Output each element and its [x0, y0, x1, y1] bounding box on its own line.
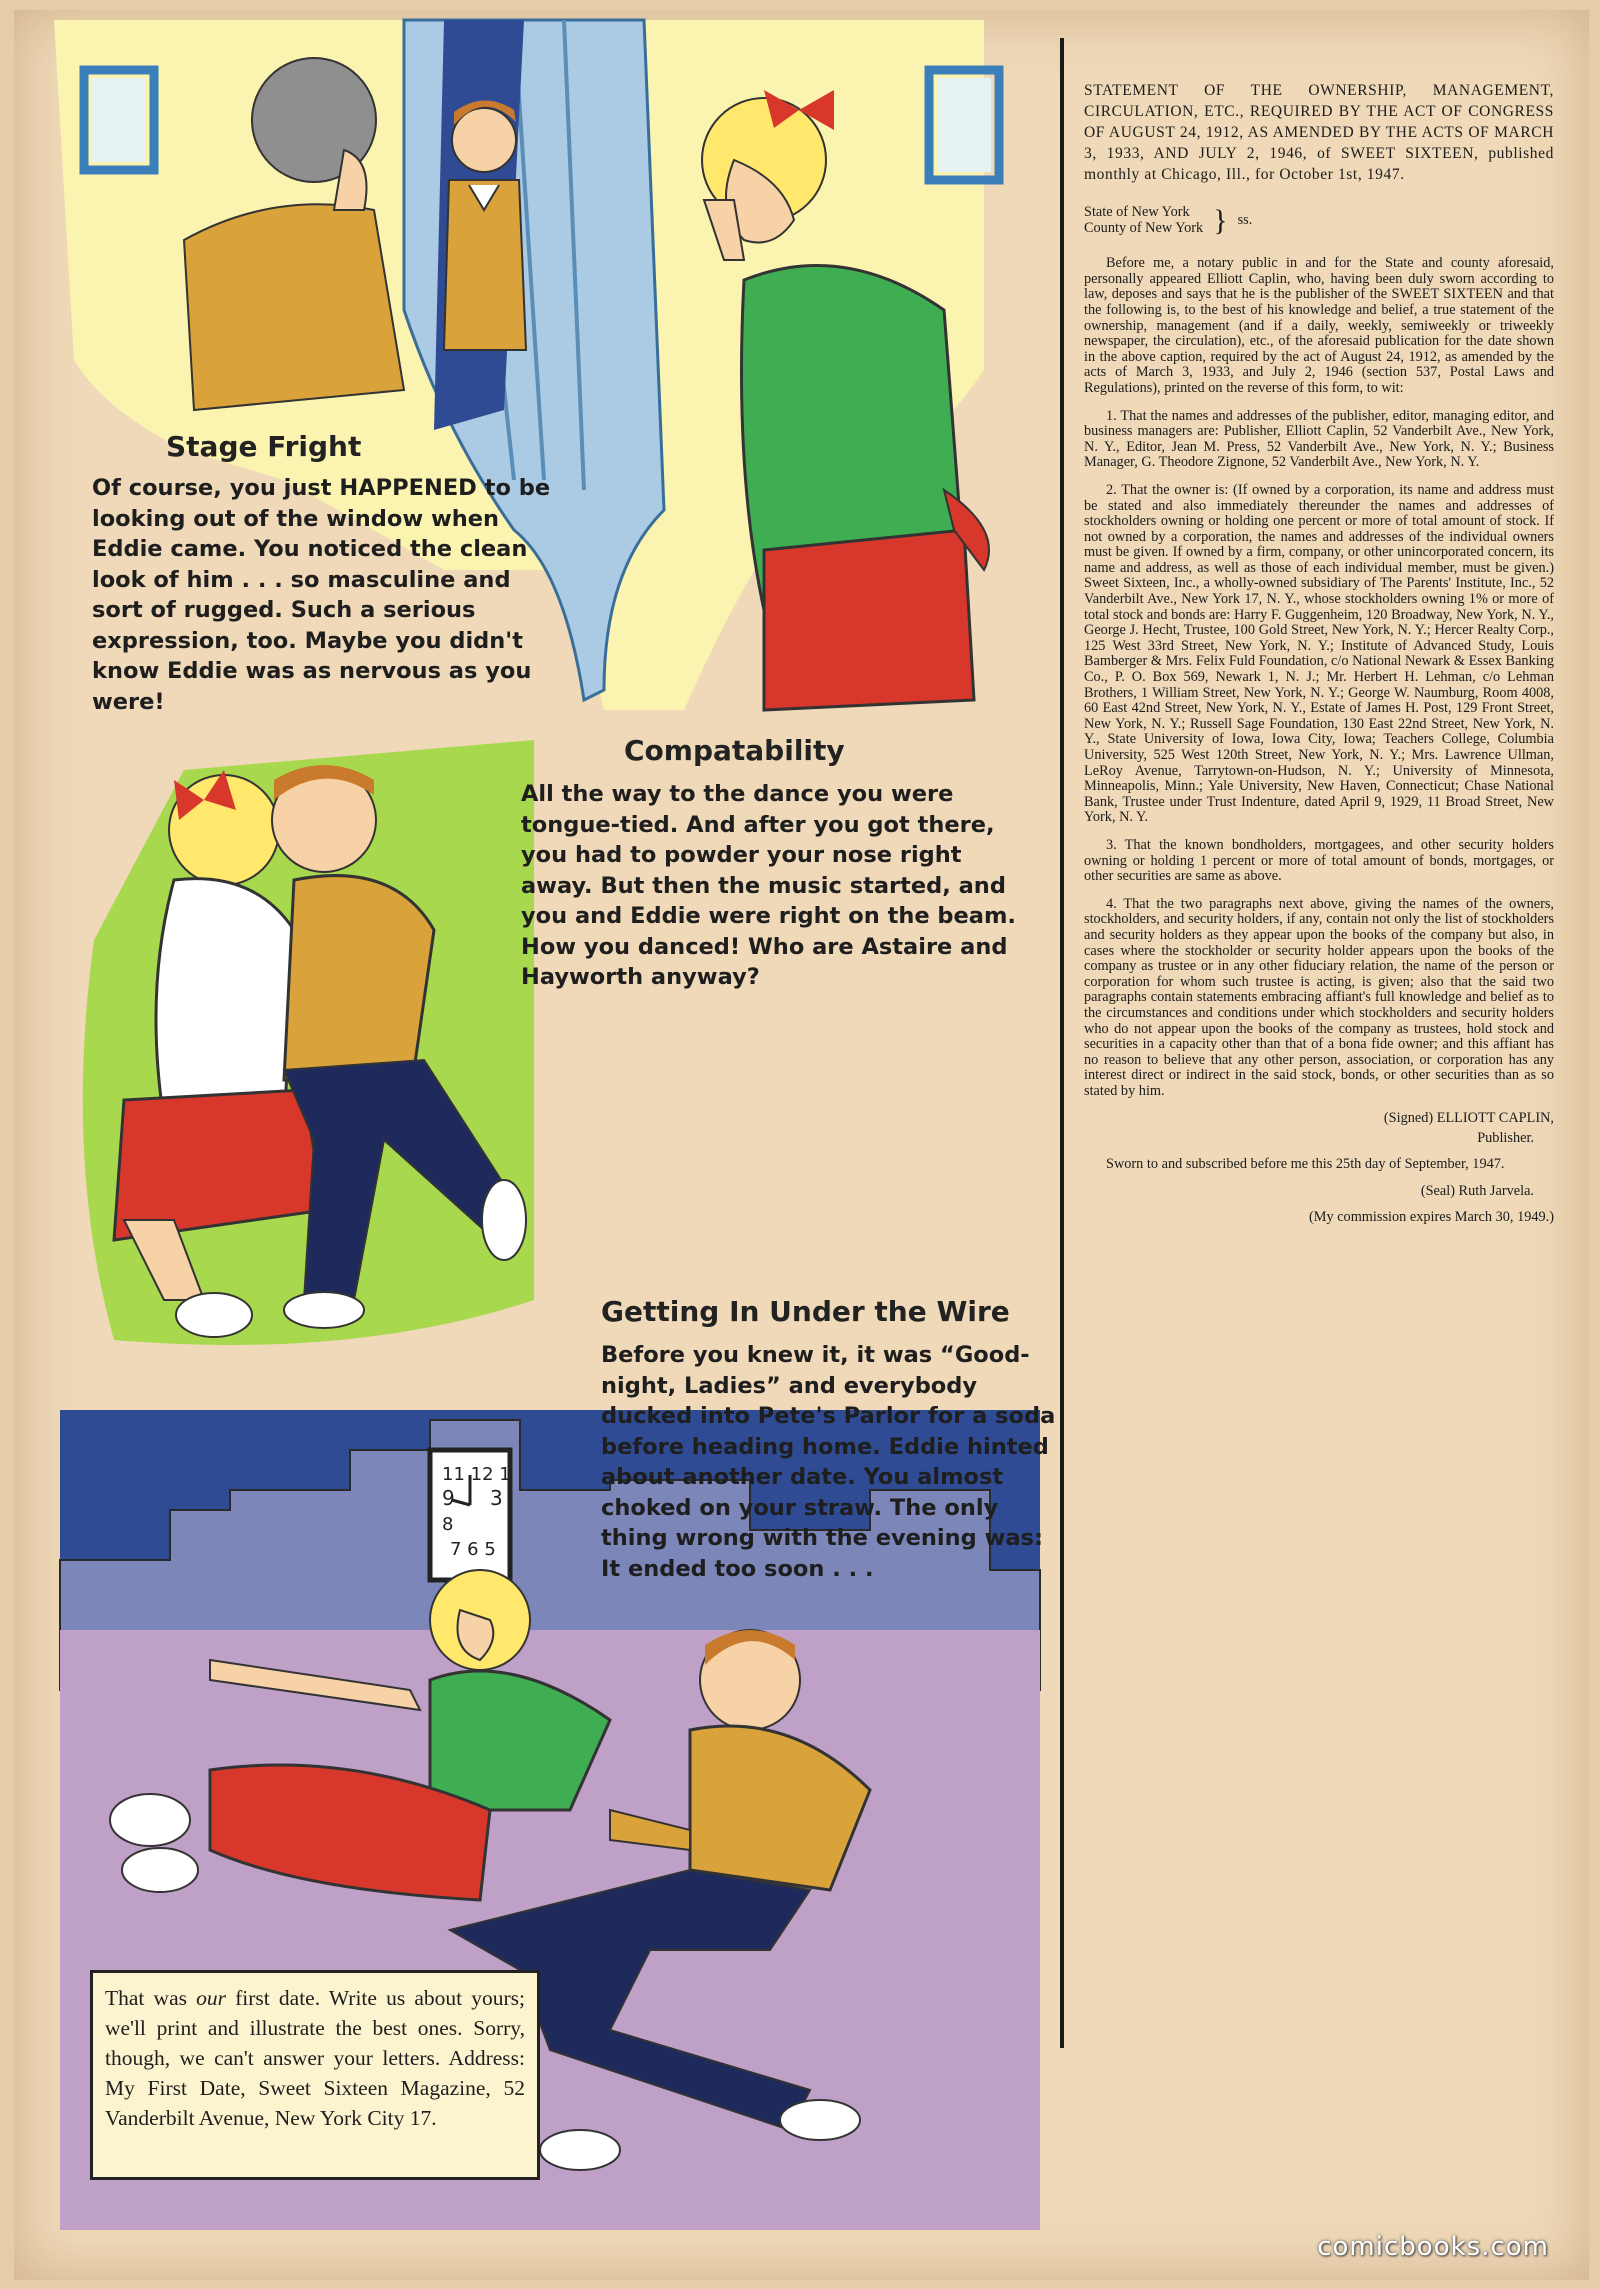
section-text-compatability: All the way to the dance you were tongue-tied. And after you got there, you had to powder your nose right away. But then the music started, and you and Eddie were right on the beam. How you danced! Who are Astaire and Hayworth anyway?	[521, 781, 1016, 990]
notary-seal: (Seal) Ruth Jarvela.	[1420, 1183, 1534, 1200]
reader-invite-caption: That was our first date. Write us about yours; we'll print and illustrate the best ones. Sorry, though, we can't answer your letters. Address: My First Date, Sweet Sixteen Magazine, 52 Vanderbilt Avenue, New York City 17.	[90, 1970, 540, 2180]
watermark: comicbooks.com	[1317, 2232, 1549, 2262]
venue-ss: ss.	[1237, 211, 1253, 228]
statement-para-1: 1. That the names and addresses of the publisher, editor, managing editor, and business managers are: Publisher, Elliott Caplin, 52 Vanderbilt Ave., New York, N. Y., Editor, Jean M. Press, 52 Vanderbilt Ave., New York, N. Y.; Business Manager, G. Theodore Zignone, 52 Vanderbilt Ave., New York, N. Y.	[1084, 407, 1554, 471]
section-text-under-the-wire: Before you knew it, it was “Good-night, Ladies” and everybody ducked into Pete's Parlor for a soda before heading home. Eddie hinted about another date. You almost choked on your straw. The only thing wrong with the evening was: It ended too soon . . .	[601, 1342, 1056, 1582]
statement-para-3: 3. That the known bondholders, mortgagees, and other security holders owning or holding 1 percent or more of total amount of bonds, mortgages, or other securities are same as above.	[1084, 836, 1554, 885]
section-text-stage-fright: Of course, you just HAPPENED to be looking out of the window when Eddie came. You noticed the clean look of him . . . so masculine and sort of rugged. Such a serious expression, too. Maybe you didn't know Eddie was as nervous as you were!	[92, 475, 551, 715]
ownership-statement	[1084, 80, 1554, 1229]
section-title-under-the-wire: Getting In Under the Wire	[601, 1295, 1010, 1328]
svg-text:9: 9	[442, 1486, 455, 1510]
commission-expiry: (My commission expires March 30, 1949.)	[1309, 1208, 1554, 1225]
statement-para-4: 4. That the two paragraphs next above, giving the names of the owners, stockholders, and security holders, if any, contain not only the list of stockholders and security holders as they appear upon the books of the company but also, in cases where the stockholder or security holder appears upon the books of the company as trustee or in any other fiduciary relation, the name of the person or corporation for whom such trustee is acting, is given; also that the said two paragraphs contain statements embracing affiant's full knowledge and belief as to the circumstances and conditions under which stockholders and security holders who do not appear upon the books of the company as trustees, hold stock and securities in a capacity other than that of a bona fide owner; and this affiant has no reason to believe that any other person, association, or corporation has any interest direct or indirect in the said stock, bonds, or other securities than as so stated by him.	[1084, 895, 1554, 1099]
section-title-stage-fright: Stage Fright	[166, 430, 362, 463]
svg-text:3: 3	[490, 1486, 503, 1510]
comic-page	[14, 10, 1589, 2280]
sworn-line: Sworn to and subscribed before me this 25th day of September, 1947.	[1106, 1155, 1505, 1172]
venue-brace: }	[1213, 203, 1228, 237]
story-column	[14, 10, 1059, 2280]
svg-text:7 6 5: 7 6 5	[450, 1539, 496, 1560]
svg-text:8: 8	[442, 1514, 454, 1535]
venue-county: County of New York	[1084, 219, 1204, 236]
venue-block	[1084, 205, 1554, 236]
statement-para-2: 2. That the owner is: (If owned by a corporation, its name and address must be stated and also immediately thereunder the names and addresses of stockholders owning or holding one percent or more of total amount of stock. If not owned by a corporation, the names and addresses of the individual owners must be given. If owned by a firm, company, or other unincorporated concern, its name and address, as well as those of each individual member, must be given.) Sweet Sixteen, Inc., a wholly-owned subsidiary of The Parents' Institute, Inc., 52 Vanderbilt Ave., New York 17, N. Y., whose stockholders owning 1% or more of total stock and bonds are: Harry F. Guggenheim, 120 Broadway, New York, N. Y., George J. Hecht, Trustee, 100 Gold Street, New York, N. Y.; Hercer Realty Corp., 125 West 33rd Street, New York, N. Y.; Institute of Advanced Study, Louis Bamberger & Mrs. Felix Fuld Foundation, c/o National Newark & Essex Banking Co., P. O. Box 569, Newark 1, N. J.; Mr. Herbert H. Lehman, c/o Lehman Brothers, 1 William Street, New York, N. Y.; George W. Naumburg, Room 4008, 60 East 42nd Street, New York, N. Y., Estate of James H. Post, 129 Front Street, New York, N. Y.; Russell Sage Foundation, 130 East 22nd Street, New York, N. Y., State University of Iowa, Iowa City, Iowa; Teachers College, Columbia University, 525 West 120th Street, New York, N. Y.; Mrs. Lawrence Ullman, LeRoy Avenue, Tarrytown-on-Hudson, N. Y.; University of Minnesota, Minneapolis, Minn.; Yale University, New Haven, Connecticut; Chase National Bank, Trustee under Trust Indenture, dated April 9, 1929, 11 Broad Street, New York, N. Y.	[1084, 481, 1554, 826]
signature-line: (Signed) ELLIOTT CAPLIN,	[1383, 1110, 1554, 1127]
column-divider	[1060, 38, 1064, 2048]
statement-header: STATEMENT OF THE OWNERSHIP, MANAGEMENT, CIRCULATION, ETC., REQUIRED BY THE ACT OF CONGRESS OF AUGUST 24, 1912, AS AMENDED BY THE ACTS OF MARCH 3, 1933, AND JULY 2, 1946, of SWEET SIXTEEN, published monthly at Chicago, Ill., for October 1st, 1947.	[1084, 82, 1554, 183]
statement-intro: Before me, a notary public in and for the State and county aforesaid, personally appeared Elliott Caplin, who, having been duly sworn according to law, deposes and says that he is the publisher of the SWEET SIXTEEN and that the following is, to the best of his knowledge and belief, a true statement of the ownership, management (and if a daily, weekly, semiweekly or triweekly newspaper, the circulation), etc., of the aforesaid publication for the date shown in the above caption, required by the act of August 24, 1912, as amended by the acts of March 3, 1933, and July 2, 1946 (section 537, Postal Laws and Regulations), printed on the reverse of this form, to wit:	[1084, 255, 1554, 396]
venue-state: State of New York	[1084, 204, 1190, 220]
section-title-compatability: Compatability	[624, 734, 845, 767]
signature-title: Publisher.	[1477, 1130, 1534, 1147]
svg-text:11 12 1: 11 12 1	[442, 1464, 511, 1485]
